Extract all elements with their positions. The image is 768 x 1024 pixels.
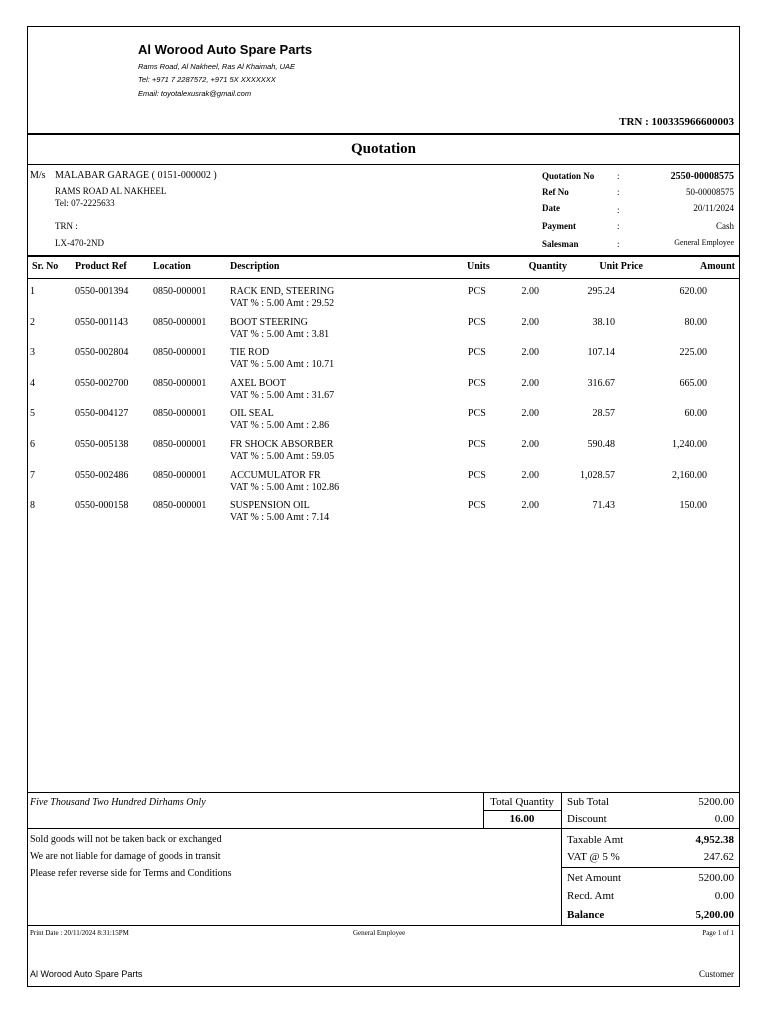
cell-vat-detail: VAT % : 5.00 Amt : 10.71 xyxy=(230,359,335,371)
cell-units: PCS xyxy=(468,408,486,420)
cell-unit-price: 107.14 xyxy=(587,347,615,359)
cell-product-ref: 0550-002804 xyxy=(75,347,129,359)
ms-label: M/s xyxy=(30,170,46,181)
net-amount-label: Net Amount xyxy=(567,872,622,884)
cell-product-ref: 0550-001143 xyxy=(75,316,128,328)
cell-amount: 2,160.00 xyxy=(672,469,707,481)
customer-trn: TRN : xyxy=(55,221,78,231)
cell-units: PCS xyxy=(468,377,486,389)
cell-sr: 6 xyxy=(30,439,35,450)
balance-amount: 5,200.00 xyxy=(695,909,734,921)
cell-vat-detail: VAT % : 5.00 Amt : 29.52 xyxy=(230,298,335,309)
cell-sr: 2 xyxy=(30,316,35,328)
cell-location: 0850-000001 xyxy=(153,500,207,512)
cell-quantity: 2.00 xyxy=(521,316,539,328)
company-email: Email: toyotalexusrak@gmail.com xyxy=(138,89,252,98)
cell-unit-price: 295.24 xyxy=(587,286,615,297)
col-header-unit-price: Unit Price xyxy=(599,261,643,272)
total-quantity: 16.00 xyxy=(509,813,535,825)
cell-unit-price: 28.57 xyxy=(592,408,615,420)
sub-total: 5200.00 xyxy=(698,796,734,808)
col-header-description: Description xyxy=(230,261,280,272)
cell-unit-price: 1,028.57 xyxy=(580,469,615,481)
cell-unit-price: 71.43 xyxy=(592,500,615,512)
cell-product-ref: 0550-005138 xyxy=(75,439,129,450)
colon: : xyxy=(617,205,620,215)
col-header-units: Units xyxy=(467,261,490,272)
quotation-no-label: Quotation No xyxy=(542,171,595,181)
vat-label: VAT @ 5 % xyxy=(567,851,620,863)
cell-location: 0850-000001 xyxy=(153,439,207,450)
cell-amount: 80.00 xyxy=(684,316,707,328)
page-number: Page 1 of 1 xyxy=(702,929,734,937)
divider xyxy=(27,255,740,257)
vat-amount: 247.62 xyxy=(703,851,734,863)
cell-vat-detail: VAT % : 5.00 Amt : 3.81 xyxy=(230,328,330,340)
cell-product-ref: 0550-000158 xyxy=(75,500,129,512)
cell-unit-price: 316.67 xyxy=(587,377,615,389)
cell-units: PCS xyxy=(468,439,486,450)
ref-no-label: Ref No xyxy=(542,187,569,197)
date-label: Date xyxy=(542,203,560,213)
cell-amount: 665.00 xyxy=(679,377,707,389)
terms-line-3: Please refer reverse side for Terms and Conditions xyxy=(30,868,232,879)
sub-total-label: Sub Total xyxy=(567,796,610,808)
amount-in-words: Five Thousand Two Hundred Dirhams Only xyxy=(30,797,206,808)
divider xyxy=(483,810,561,811)
copy-label: Customer xyxy=(699,969,734,979)
quotation-no: 2550-00008575 xyxy=(670,171,734,182)
cell-description: SUSPENSION OIL xyxy=(230,500,310,512)
cell-vat-detail: VAT % : 5.00 Amt : 2.86 xyxy=(230,420,330,432)
colon: : xyxy=(617,221,620,231)
cell-description: OIL SEAL xyxy=(230,408,274,420)
cell-sr: 8 xyxy=(30,500,35,512)
cell-quantity: 2.00 xyxy=(521,469,539,481)
taxable-label: Taxable Amt xyxy=(567,834,624,846)
table-row xyxy=(0,347,740,377)
recd-amount-label: Recd. Amt xyxy=(567,890,615,902)
cell-product-ref: 0550-002486 xyxy=(75,469,129,481)
colon: : xyxy=(617,239,620,249)
colon: : xyxy=(617,187,620,197)
divider xyxy=(561,792,562,925)
cell-sr: 5 xyxy=(30,408,35,420)
cell-units: PCS xyxy=(468,469,486,481)
net-amount: 5200.00 xyxy=(698,872,734,884)
cell-description: BOOT STEERING xyxy=(230,316,308,328)
salesman-label: Salesman xyxy=(542,239,579,249)
balance-label: Balance xyxy=(567,909,605,921)
cell-location: 0850-000001 xyxy=(153,377,207,389)
col-header-quantity: Quantity xyxy=(528,261,567,272)
divider xyxy=(27,133,740,135)
cell-product-ref: 0550-002700 xyxy=(75,377,129,389)
cell-description: FR SHOCK ABSORBER xyxy=(230,439,334,450)
cell-sr: 7 xyxy=(30,469,35,481)
payment-value: Cash xyxy=(716,221,734,231)
cell-location: 0850-000001 xyxy=(153,469,207,481)
footer-employee: General Employee xyxy=(353,929,406,937)
cell-amount: 1,240.00 xyxy=(672,439,707,450)
cell-unit-price: 38.10 xyxy=(592,316,615,328)
cell-description: RACK END, STEERING xyxy=(230,286,335,297)
col-header-product-ref: Product Ref xyxy=(75,261,127,272)
cell-quantity: 2.00 xyxy=(521,439,539,450)
cell-vat-detail: VAT % : 5.00 Amt : 102.86 xyxy=(230,481,340,493)
cell-quantity: 2.00 xyxy=(521,286,539,297)
table-row xyxy=(0,378,740,408)
cell-vat-detail: VAT % : 5.00 Amt : 59.05 xyxy=(230,451,335,462)
cell-quantity: 2.00 xyxy=(521,500,539,512)
cell-units: PCS xyxy=(468,286,486,297)
total-quantity-label: Total Quantity xyxy=(490,796,554,808)
payment-label: Payment xyxy=(542,221,576,231)
customer-vehicle: LX-470-2ND xyxy=(55,238,104,248)
print-date: Print Date : 20/11/2024 8:31:15PM xyxy=(30,929,129,937)
table-row xyxy=(0,286,740,316)
cell-description: ACCUMULATOR FR xyxy=(230,469,321,481)
terms-line-1: Sold goods will not be taken back or exchanged xyxy=(30,834,222,845)
cell-vat-detail: VAT % : 5.00 Amt : 7.14 xyxy=(230,512,330,524)
table-row xyxy=(0,470,740,500)
salesman-value: General Employee xyxy=(674,238,734,247)
discount: 0.00 xyxy=(714,813,734,825)
cell-vat-detail: VAT % : 5.00 Amt : 31.67 xyxy=(230,389,335,401)
divider xyxy=(27,278,740,279)
customer-tel: Tel: 07-2225633 xyxy=(55,198,115,208)
table-row xyxy=(0,317,740,347)
cell-sr: 1 xyxy=(30,286,35,297)
table-row xyxy=(0,408,740,438)
cell-units: PCS xyxy=(468,347,486,359)
cell-unit-price: 590.48 xyxy=(587,439,615,450)
cell-amount: 620.00 xyxy=(679,286,707,297)
company-address: Rams Road, Al Nakheel, Ras Al Khaimah, UAE xyxy=(138,62,296,71)
cell-sr: 3 xyxy=(30,347,35,359)
terms-line-2: We are not liable for damage of goods in transit xyxy=(30,851,221,862)
cell-amount: 150.00 xyxy=(679,500,707,512)
divider xyxy=(561,867,740,868)
table-row xyxy=(0,439,740,469)
cell-quantity: 2.00 xyxy=(521,377,539,389)
discount-label: Discount xyxy=(567,813,607,825)
colon: : xyxy=(617,171,620,181)
col-header-sr: Sr. No xyxy=(32,261,59,272)
divider xyxy=(27,828,740,829)
quote-date: 20/11/2024 xyxy=(693,203,734,213)
cell-location: 0850-000001 xyxy=(153,408,207,420)
cell-amount: 60.00 xyxy=(684,408,707,420)
cell-sr: 4 xyxy=(30,377,35,389)
cell-location: 0850-000001 xyxy=(153,347,207,359)
cell-amount: 225.00 xyxy=(679,347,707,359)
company-name: Al Worood Auto Spare Parts xyxy=(138,42,313,57)
cell-location: 0850-000001 xyxy=(153,316,207,328)
footer-company: Al Worood Auto Spare Parts xyxy=(30,969,143,979)
customer-address: RAMS ROAD AL NAKHEEL xyxy=(55,186,167,196)
cell-location: 0850-000001 xyxy=(153,286,207,297)
taxable-amount: 4,952.38 xyxy=(695,834,734,846)
col-header-amount: Amount xyxy=(699,261,735,272)
company-trn: TRN : 100335966600003 xyxy=(619,116,734,128)
ref-no: 50-00008575 xyxy=(686,187,734,197)
divider xyxy=(27,925,740,926)
col-header-location: Location xyxy=(153,261,191,272)
table-row xyxy=(0,500,740,530)
divider xyxy=(27,164,740,165)
divider xyxy=(27,792,740,793)
cell-description: TIE ROD xyxy=(230,347,270,359)
cell-units: PCS xyxy=(468,500,486,512)
cell-product-ref: 0550-001394 xyxy=(75,286,129,297)
page-title: Quotation xyxy=(350,141,416,157)
cell-description: AXEL BOOT xyxy=(230,377,287,389)
cell-units: PCS xyxy=(468,316,486,328)
customer-name: MALABAR GARAGE ( 0151-000002 ) xyxy=(55,170,217,181)
recd-amount: 0.00 xyxy=(714,890,734,902)
cell-quantity: 2.00 xyxy=(521,347,539,359)
company-tel: Tel: +971 7 2287572, +971 5X XXXXXXX xyxy=(138,75,276,84)
cell-quantity: 2.00 xyxy=(521,408,539,420)
cell-product-ref: 0550-004127 xyxy=(75,408,129,420)
